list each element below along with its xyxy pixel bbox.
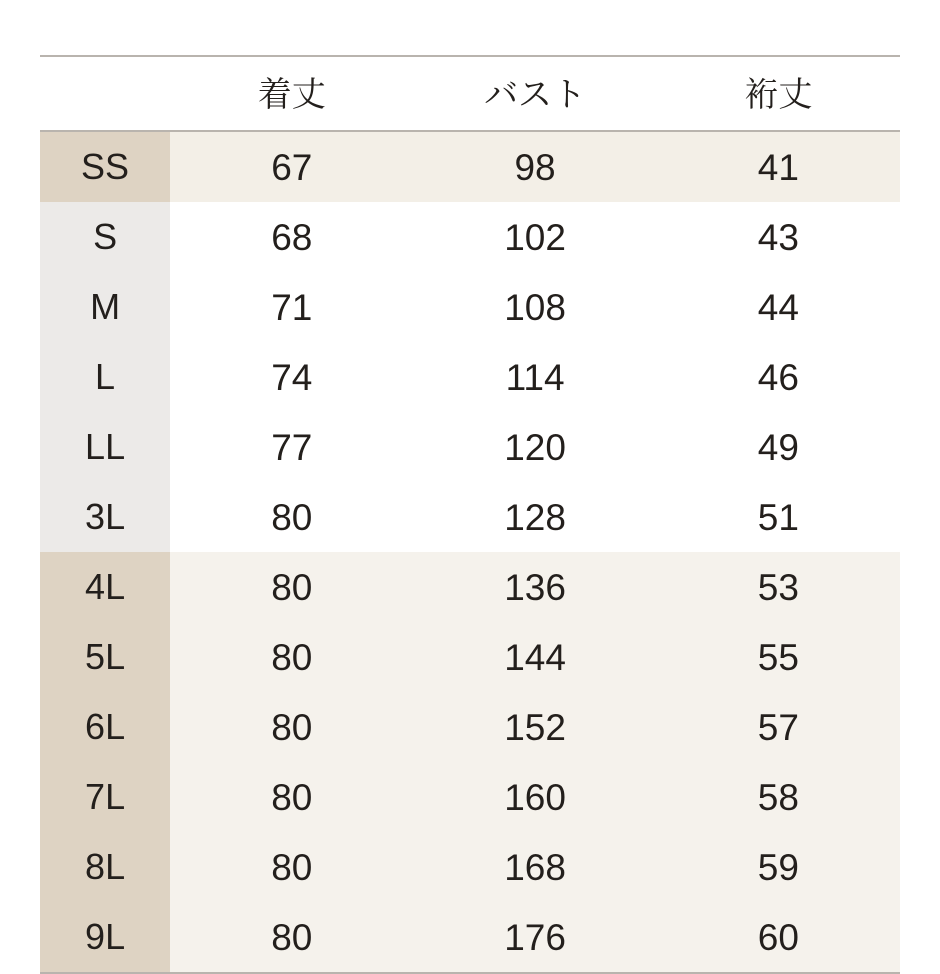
cell-bust: 168 (413, 832, 656, 902)
cell-sleeve: 57 (657, 692, 900, 762)
cell-sleeve: 51 (657, 482, 900, 552)
row-size-label: 6L (40, 692, 170, 762)
table-row (40, 552, 900, 622)
row-size-label: 7L (40, 762, 170, 832)
table-row (40, 412, 900, 482)
row-size-label: SS (40, 131, 170, 202)
size-table (40, 55, 900, 974)
cell-length: 80 (170, 552, 413, 622)
cell-bust: 120 (413, 412, 656, 482)
cell-bust: 128 (413, 482, 656, 552)
size-table-container (40, 55, 900, 974)
cell-sleeve: 49 (657, 412, 900, 482)
table-row (40, 832, 900, 902)
cell-bust: 114 (413, 342, 656, 412)
cell-length: 80 (170, 762, 413, 832)
cell-sleeve: 55 (657, 622, 900, 692)
table-row (40, 131, 900, 202)
cell-bust: 176 (413, 902, 656, 973)
cell-length: 80 (170, 622, 413, 692)
cell-length: 80 (170, 482, 413, 552)
cell-bust: 98 (413, 131, 656, 202)
table-row (40, 902, 900, 973)
cell-sleeve: 53 (657, 552, 900, 622)
cell-bust: 144 (413, 622, 656, 692)
row-size-label: 8L (40, 832, 170, 902)
table-header (40, 56, 900, 131)
cell-sleeve: 60 (657, 902, 900, 973)
cell-bust: 108 (413, 272, 656, 342)
table-header-row (40, 56, 900, 131)
row-size-label: 5L (40, 622, 170, 692)
cell-sleeve: 46 (657, 342, 900, 412)
cell-length: 80 (170, 902, 413, 973)
cell-length: 80 (170, 832, 413, 902)
cell-length: 77 (170, 412, 413, 482)
cell-bust: 152 (413, 692, 656, 762)
table-row (40, 272, 900, 342)
column-header-sleeve: 裄丈 (657, 56, 900, 131)
row-size-label: 9L (40, 902, 170, 973)
table-row (40, 482, 900, 552)
row-size-label: S (40, 202, 170, 272)
cell-length: 80 (170, 692, 413, 762)
table-row (40, 202, 900, 272)
row-size-label: LL (40, 412, 170, 482)
cell-length: 67 (170, 131, 413, 202)
cell-sleeve: 58 (657, 762, 900, 832)
column-header-bust: バスト (413, 56, 656, 131)
cell-length: 68 (170, 202, 413, 272)
cell-sleeve: 43 (657, 202, 900, 272)
cell-length: 71 (170, 272, 413, 342)
table-body (40, 131, 900, 973)
row-size-label: 4L (40, 552, 170, 622)
cell-length: 74 (170, 342, 413, 412)
cell-bust: 136 (413, 552, 656, 622)
row-size-label: M (40, 272, 170, 342)
column-header-size (40, 56, 170, 131)
table-row (40, 762, 900, 832)
table-row (40, 342, 900, 412)
cell-bust: 160 (413, 762, 656, 832)
cell-bust: 102 (413, 202, 656, 272)
cell-sleeve: 44 (657, 272, 900, 342)
row-size-label: L (40, 342, 170, 412)
cell-sleeve: 41 (657, 131, 900, 202)
row-size-label: 3L (40, 482, 170, 552)
table-row (40, 622, 900, 692)
table-row (40, 692, 900, 762)
column-header-length: 着丈 (170, 56, 413, 131)
cell-sleeve: 59 (657, 832, 900, 902)
